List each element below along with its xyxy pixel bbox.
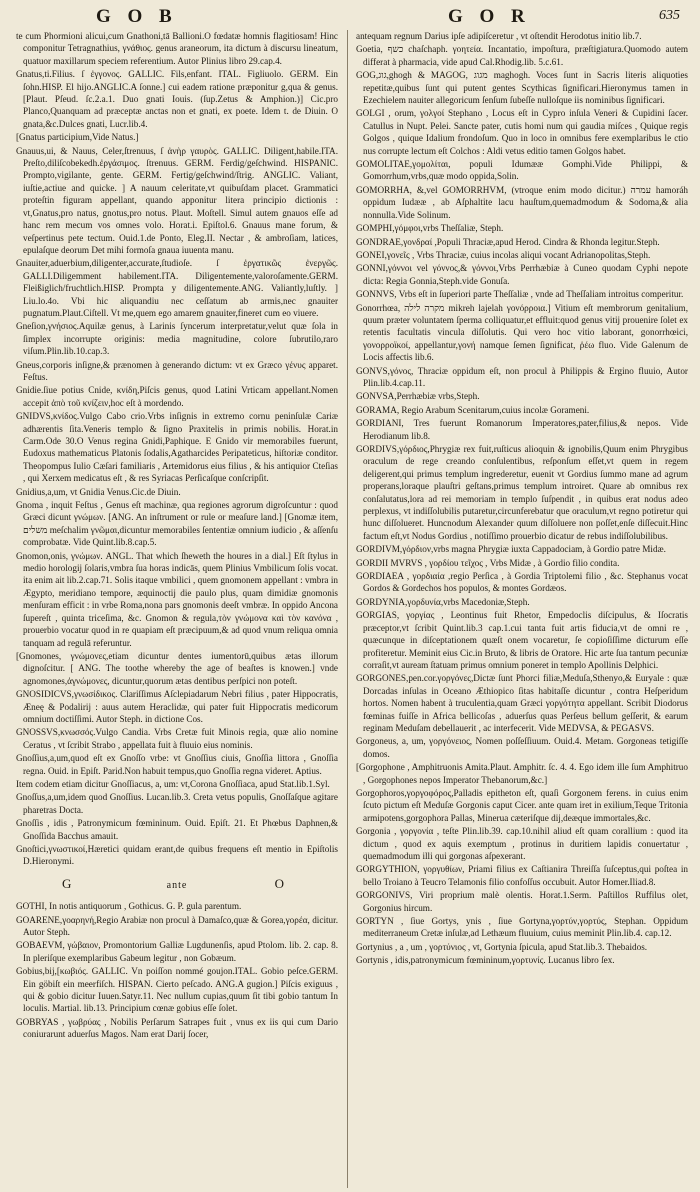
dictionary-entry: te cum Phormioni alicui,cum Gnathoni,tā Ballioni.O fœdatæ homnis flagitiosam! Hinc componitur Tetragnathius, γνάθιος. genus araneorum, ita dictum à discursu lineatum, quatuor maxillarum speciem referentium. Autor Plinius libro 29.cap.4. [16, 31, 338, 66]
dictionary-entry: GORDYNIA,γορδυνία,vrbs Macedoniæ,Steph. [356, 596, 530, 607]
dictionary-entry: Gnoſſis , idis , Patronymicum fœmininum. Ouid. Epiſt. 21. Et Phœbus Daphnen,& Gnoſſida Bacchus amauit. [16, 818, 338, 841]
dictionary-entry: Gnomon,onis, γνώμων. ANGL. That which ſheweth the houres in a dial.] Eſt ſtylus in medio horologij ſolaris,vmbra ſua horas indicās, quem Plinius Vmbilicum ſolis vocat. ita enim ait lib.2.cap.71. Solis itaque vmbilici , quem gnomonem appellant : vmbra in Ægypto, meridiano tempore, æquinoctij die paulo plus, quam dimidiæ gnomonis menſuram efficit : in vrbe Roma,nona pars gnomonis deeſt vmbræ. In oppido Ancona ſupereſt , quinta triceſima, &c. Gnomon & regula,τὸν γνώμονα καὶ τὸν κανόνα , prouerbio vocatur quod in re quapiam eſt præcipuum,& ad quod vnum reliqua omnia tanquam ad regulā referuntur. [16, 550, 338, 648]
dictionary-entry: Gorgonia , γοργονία , teſte Plin.lib.39. cap.10.nihil aliud eſt quam corallium : quod ita dictum , quod ex aquis exemptum , protinus in duritiem lapidis conuertatur , quemadmodum illi qui gorgonas aſpexerant. [356, 826, 688, 861]
dictionary-entry: Gortynis , idis,patronymicum fœmininum,γορτυνίς. Lucanus libro ſex. [356, 955, 615, 966]
running-head-left: G O B [96, 6, 178, 27]
right-column [356, 30, 688, 1188]
column-rule [347, 30, 348, 1188]
dictionary-entry: GONNI,γόννοι vel γόννος,& γόννοι,Vrbs Perrhæbiæ à Cuneo quodam Cyphi nepote dicta: Regia Gonnia,Steph.vide Gonuſa. [356, 263, 688, 286]
dictionary-entry: Gorgophoros,γοργοφόρος,Palladis epitheton eſt, quaſi Gorgonem ferens. in cuius enim ſcuto pictum eſt Meduſæ Gorgonis caput Cicer. ante quam iret in exilium,Teque Tritonia armipotens,gorgophora Pallas, Minerua cæteriſque dij,deæque immortales,&c. [356, 787, 688, 823]
dictionary-entry: Gnidius,a,um, vt Gnidia Venus.Cic.de Diuin. [16, 486, 181, 497]
divider-ante: ante [166, 879, 188, 891]
dictionary-entry: GONNVS, Vrbs eſt in ſuperiori parte Theſſaliæ , vnde ad Theſſaliam introitus comperitur. [356, 289, 684, 300]
dictionary-entry: Gnoſtici,γνωστικοί,Hæretici quidam erant,de quibus frequens eſt mentio in Epiſtolis D.Hieronymi. [16, 844, 338, 867]
dictionary-entry: GNIDVS,κνίδος.Vulgo Cabo crio.Vrbs inſignis in extremo cornu peninſulæ Cariæ adhærentis ſita.Veneris templo & ſigno Praxitelis in primis nobilis. Horat.in Carm.Ode 30.O Venus regina Gnidi,Paphique. E Gnido vir memorabiles fuerunt, Eudoxus mathematicus Platonis ſodalis,Agatharcides Peripateticus, hiſtoriæ conditor. Theopompus Iulio Cæſari familiaris , Artemidorus eius filius , & his antiquior Cteſias , qui Xerxem medicatus eſt , & res Syriacas Perſicaſque conſcripſit. [16, 411, 338, 484]
dictionary-entry: GORDIANI, Tres fuerunt Romanorum Imperatores,pater,filius,& nepos. Vide Herodianum lib.8. [356, 418, 688, 441]
dictionary-entry: Gnauus,ui, & Nauus, Celer,ſtrenuus, ſ ἀνὴρ γαυρὸς. GALLIC. Diligent,habile.ITA. Preſto,diliſcobekedh.ἐργάσιμος. ſtrenuus. GERM. Ferdig/geſchwind. HISPANIC. Prompto,vigilante, gente. GERM. Fertig/geſchwind/ſtrig. ANGLIC. Valiant, iuſtie,actiue and quicke. ] A nauum celeritate,vt quibuſdam placet. Grammatici proteſtin figuram appellant, quando apponitur litera principio dictionis : vt,Gnatus,pro natus, gnotus,pro notus. Plaut. Moſtell. Simul autem gnauos eſſe ad hanc rem mecum vos omnes volo. Horat.i. Epiſtol.6. Gnauus mane forum, & veſpertinus pete tectum. Ouid.1.de Ponto, Eleg.II. Nectar , & ambroſiam, latices, epulaſque deorum Det mihi formoſa gnaua iuuenta manu. [16, 145, 338, 255]
dictionary-entry: GNOSSVS,κνωσσός.Vulgo Candia. Vrbs Cretæ fuit Minois regia, quæ alio nomine Ceratus , vt ſcribit Strabo , appellata fuit à fluuio eius nominis. [16, 727, 338, 750]
dictionary-entry: [Gorgophone , Amphitruonis Amita.Plaut. Amphitr. ſc. 4. 4. Ego idem ille ſum Amphitruo , Gorgophones nepos Imperator Thebanorum,&c.] [356, 762, 688, 785]
dictionary-entry: GOMPHI,γόμφοι,vrbs Theſſaliæ, Steph. [356, 223, 504, 234]
page-number: 635 [659, 8, 680, 23]
dictionary-entry: GORGIAS, γοργίας , Leontinus fuit Rhetor, Empedoclis diſcipulus, & Iſocratis præceptor,vt ſcribit Quint.lib.3 cap.1.cui tanta fuit artis fiducia,vt de omni re , quæcunque in diſceptationem quæſt onem vocaretur, ſe copioſiſſime dicturum eſſe profiteretur. Meminit eius Cic.in Bruto, & libris de Oratore. Hic arte ſua tantum pecuniæ corraſit,vt auream ſtatuam primus omnium poneret in templo Apollinis Delphici. [356, 610, 688, 670]
dictionary-entry: Item codem etiam dicitur Gnoſſiacus, a, um: vt,Corona Gnoſſiaca, apud Stat.lib.1.Syl. [16, 778, 330, 789]
left-column-entries-go [16, 900, 338, 1040]
dictionary-entry: GONEI,γονεῖς , Vrbs Thraciæ, cuius incolas aliqui vocant Adrianopolitas,Steph. [356, 249, 651, 260]
dictionary-entry: Gnauiter,aduerbium,diligenter,accurate,ſtudioſe. ſ ἐργατικῶς ἐνεργῶς. GALLI.Diligemment habilement.ITA. Diligentemente,valoroſamente.GERM. Fleißiglich/fruchtlich.HISP. Prompta y diligentemente.ANG. Valiantly,luſtly. ] Liu.lo.4o. Vbi hic aliquandiu nec ceſſatum ab armis,nec gnauiter pugnatum.Plaut.Ciſtell. Vt me,quem ego amarem gnauiter,fineret cum eo viuere. [16, 258, 338, 318]
dictionary-entry: GORAMA, Regio Arabum Scenitarum,cuius incolæ Gorameni. [356, 404, 590, 415]
dictionary-entry: Goetia, כשף chaſchaph. γοητεία. Incantatio, impoſtura, præſtigiatura.Quomodo autem differat à pharmacia, vide apud Cal.Rhodig.lib. 5.c.61. [356, 44, 688, 67]
running-head [16, 6, 684, 32]
dictionary-entry: GORDIVM,γόρδιον,vrbs magna Phrygiæ iuxta Cappadociam, à Gordio patre Midæ. [356, 544, 666, 555]
dictionary-entry: GORDIVS,γόρδιος,Phrygiæ rex fuit,ruſticus alioquin & ignobilis,Quum enim Phrygibus oraculum de rege creando conſulentibus, reſponſum eſſet,vt quem in regem deligerent,qui primus templum ingrederetur, euenit vt Gordius ſummo mane ad agrum properans,loraque plauſtri geſtans,primus templum introiret. Quare ab omnibus rex conſalutatus,lora ad rei memoriam in templo ſuſpendit , in quibus erat nodus adeo perplexus, vt indiſſolubilis putaretur,circunferebatur que oraculum,vt regno potiretur qui hunc diſſolueret. Huncnodum Alexander quum diſſoluere non poſſet,enſe diſſecuit.Hinc factum eſt,vt Nodus Gordius , notiſſimo prouerbio dicatur de rebus indiſſolubilibus. [356, 444, 688, 541]
dictionary-entry: Gobius,bij,[κωβιός. GALLIC. Vn poiſſon nommé goujon.ITAL. Gobio peſce.GERM. Ein göbiſt ein meerfiſch. HISPAN. Cierto peſcado. ANG.A gugion.] Piſcis exiguus , qui & gobio dicitur Iuuen.Satyr.11. Nec nullum cupias,quum ſit tibi gobio tantum In loculis. Martial. lib.13. Principium cœnæ gobius eſſe ſolet. [16, 966, 338, 1014]
section-divider [16, 875, 338, 892]
dictionary-entry: Gnatus,ti.Filius. ſ ἐγγονος. GALLIC. Fils,enfant. ITAL. Figliuolo. GERM. Ein ſohn.HISP. El hijo.ANGLIC.A ſonne.] cui eadem ratione præponitur g,qua & genus. [Plaut. Pſeud. ſc.2.a.1. Duo gnati Iouis. (ſup.Zetus & Amphion.)] Cic.pro Planco,Quanquam ad præceptæ anctas non et gnati, ex poete. Idem t. de Diuin. O gnata,&c.Dulces gnati, Lucr.lib.4. [16, 69, 338, 129]
dictionary-entry: Gnidie.ſiue potius Cnide, κνίδη,Piſcis genus, quod Latini Vrticam appellant.Nomen accepit ἀπὸ τοῦ κνίζειν,hoc eſt à mordendo. [16, 385, 338, 408]
dictionary-entry: GORGONES,pen.cor.γοργόνες,Dictæ ſunt Phorci filiæ,Meduſa,Sthenyo,& Euryale : quæ Dorcadas inſulas in Oceano Æthiopico ſitas habitaſſe dicuntur , contra Heſperidum hortos. Nomen habent à truculentia,quam Græci γοργότητα appellant. Scribit Diodorus fœminas fuiſſe in Africa bellicoſas , aduerſus quas Perſeus bellum geſſerit, & earum reginam Meduſam debellauerit , ac interfecerit. Vide MEDVSA, & PEGASVS. [356, 673, 688, 733]
dictionary-entry: antequam regnum Darius ipſe adipiſceretur , vt oſtendit Herodotus initio lib.7. [356, 31, 642, 41]
dictionary-entry: Gonorrhœa, מקרה לילה mikreh lajelah γονόρροια.] Vitium eſt membrorum genitalium, quum præter voluntatem ſperma colliquatur,et effluit:quod genus vitij prouenire ſolet ex retentis facultatis vincula diſſolutis. Qui vero hoc vitio laborant, gonorrhœici, γονορροϊκοί, appellantur,γονή namque ſemen ſignificat, ῥέω fluo. Vide Galenum de Locis affectis lib.6. [356, 302, 688, 363]
dictionary-entry: GORDII MVRVS , γορδίου τεῖχος , Vrbs Midæ , à Gordio filio condita. [356, 557, 620, 568]
left-column-entries [16, 30, 338, 868]
right-column-entries [356, 30, 688, 967]
dictionary-entry: Gortynius , a , um , γορτύνιος , vt, Gortynia ſpicula, apud Stat.lib.3. Thebaidos. [356, 941, 648, 952]
columns [16, 30, 688, 1188]
dictionary-entry: [Gnomones, γνώμονες,etiam dicuntur dentes iumentorū,quibus ætas illorum dignoſcitur. [ ANG. The toothe whereby the age of beaſtes is knowen.] vnde agnomones,ἀγνώμονες, dicuntur,quorum ætas dentibus perſpici non poteſt. [16, 650, 338, 686]
running-head-right: G O R [448, 6, 531, 27]
dictionary-entry: GOMOLITAE,γομολίται, populi Idumææ Gomphi.Vide Philippi, & Gomorrhum,vrbs,quæ modo oppida,Solin. [356, 159, 688, 182]
dictionary-entry: Gnoſſus,a,um,idem quod Gnoſſius. Lucan.lib.3. Creta vetus populis, Gnoſſaſque agitare pharetras Docta. [16, 792, 338, 815]
dictionary-entry: GONVS,γόνος, Thraciæ oppidum eſt, non procul à Philippis & Ergino fluuio, Autor Plin.lib.4.cap.11. [356, 365, 688, 388]
dictionary-entry: GORDIAEA , γορδιαία ,regio Perſica , à Gordia Triptolemi filio , &c. Stephanus vocat Gordos & Gordechos hos populos, & montes Gordæos. [356, 571, 688, 594]
dictionary-entry: GOG,גוג,ghogh & MAGOG, מגוג maghogh. Voces ſunt in Sacris literis aliquoties repetitæ,quibus ſunt qui putent gentes Scythicas ſignificari.Hieronymus tamen in Ezechielem nauiter allegoricum ſenſum ſubeſſe nulloſque iis nominibus ſignificari. [356, 70, 688, 106]
dictionary-entry: Gnoma , inquit Feſtus , Genus eſt machinæ, qua regiones agrorum digroſcuntur : quod Græci dicunt γνώμων. [ANG. An inſtrument or rule or meaſure land.] [Gnomæ item, משלים meſchalim γνῶμαι,dicuntur memorabiles ſententiæ omnium iudicio , & aſſenſu comprobatæ. Vide Quint.lib.8.cap.5. [16, 500, 338, 548]
dictionary-entry: GOTHI, In notis antiquorum , Gothicus. G. P. gula parentum. [16, 901, 242, 912]
dictionary-entry: GORTYN , ſiue Gortys, ynis , ſiue Gortyna,γορτύν,γορτύς, Stephan. Oppidum mediterraneum Cretæ inſulæ,ad Lethæum fluuium, cuius meminit Plin.lib.4. cap.12. [356, 916, 688, 939]
dictionary-entry: GNOSIDICVS,γνωσίδικος. Clariſſimus Aſclepiadarum Nebri filius , pater Hippocratis, Æneę & Podalirij : auus autem Heraclidæ, qui pater fuit Hippocratis medicorum omnium doctiſſimi. Autor Steph. in dictione Cos. [16, 689, 338, 724]
dictionary-entry: GOBAEVM, γώβαιον, Promontorium Galliæ Lugdunenſis, apud Ptolom. lib. 2. cap. 8. In pleriſque exemplaribus Gabeum legitur , non Gobæum. [16, 940, 338, 963]
dictionary-entry: GOLGI , orum, γολγοί Stephano , Locus eſt in Cypro inſula Veneri & Cupidini ſacer. Catullus in Nupt. Pelei. Sancte pater, cutis homi num qui gaudia miſces , Quique regis Golgos , quique Idalium frondoſum. Quo in loco in omnibus fere exemplaribus le ctio nus corrupte lectum eſt Colchos : Aldi vetus editio tamen Golgos habet. [356, 108, 688, 156]
dictionary-entry: GONDRAE,γονδραί ,Populi Thraciæ,apud Herod. Cindra & Rhonda legitur.Steph. [356, 236, 660, 247]
divider-left-letter: G [62, 875, 80, 891]
dictionary-entry: Gorgoneus, a, um, γοργόνειος, Nomen poſſeſſiuum. Ouid.4. Metam. Gorgoneas tetigiſſe domos. [356, 736, 688, 759]
dictionary-entry: Gnoſſius,a,um,quod eſt ex Gnoſſo vrbe: vt Gnoſſius ciuis, Gnoſſia littora , Gnoſſia regna. Ouid. in Epiſt. Parid.Non habuit tempus,quo Gnoſſia regna videret. Aptius. [16, 753, 338, 776]
dictionary-entry: GORGYTHION, γοργυθίων, Priami filius ex Caſtianira Threiſſa ſuſceptus,qui poſtea in bello Troiano à Teucro Telamonis filio confoſſus occubuit. Autor Homer.Iliad.8. [356, 864, 688, 887]
dictionary-entry: Gneſion,γνήσιος.Aquilæ genus, à Larinis ſyncerum interpretatur,velut quæ ſola in ſimplex incorrupte originis: media magnitudine, colore ſubrutilo,raro viſum.Plin.lib.10.cap.3. [16, 321, 338, 357]
dictionary-entry: GORGONIVS, Viri proprium malè olentis. Horat.1.Serm. Paſtillos Ruffilus olet, Gorgonius hircum. [356, 890, 688, 913]
dictionary-entry: GOARENE,γοαρηνή,Regio Arabiæ non procul à Damaſco,quæ & Gorea,γορέα, dicitur. Autor Steph. [16, 914, 338, 938]
dictionary-entry: Gneus,corporis inſigne,& prænomen à generando dictum: vt ex Græco γένυς apparet. Feſtus. [16, 359, 338, 382]
dictionary-entry: GOMORRHA, &,vel GOMORRHVM, (vtroque enim modo dicitur.) עמרה hamoráh oppidum Iudææ , ab Aſphaltite lacu hauſtum,quemadmodum & Sodoma,& alia nonnulla.Vide Solinum. [356, 184, 688, 220]
dictionary-entry: GONVSA,Perrhæbiæ vrbs,Steph. [356, 391, 480, 402]
divider-right-letter: O [274, 875, 292, 891]
left-column [16, 30, 338, 1188]
dictionary-entry: GOBRYAS , γωβρύας , Nobilis Perſarum Satrapes fuit , vnus ex iis qui cum Dario coniurarunt aduerſus Magos. Nam erat Darij ſocer, [16, 1016, 338, 1040]
dictionary-entry: [Gnatus participium,Vide Natus.] [16, 132, 139, 143]
